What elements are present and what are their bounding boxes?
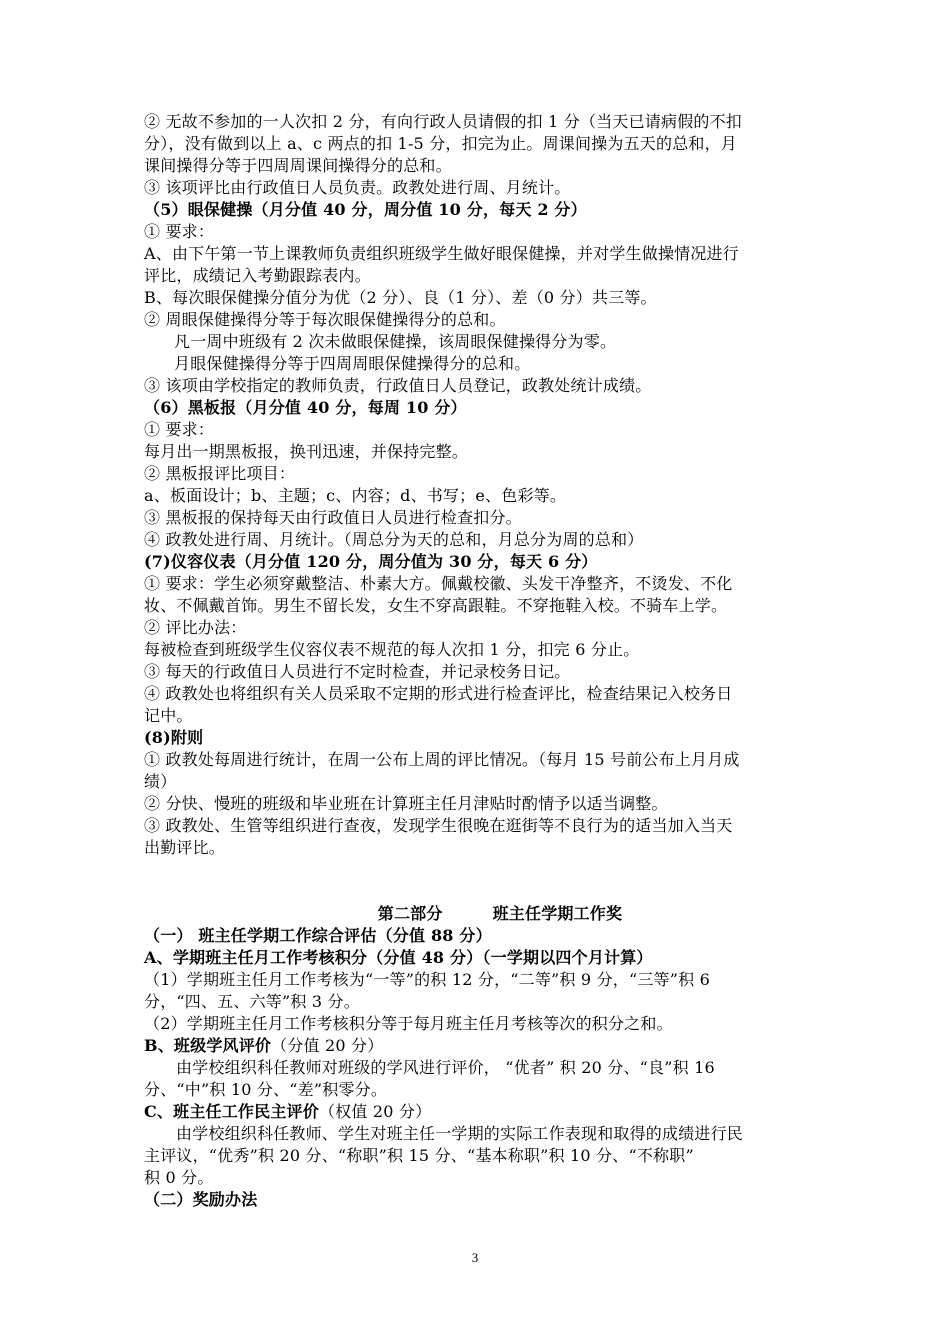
text-line: （1）学期班主任月工作考核为“一等”的积 12 分，“二等”积 9 分，“三等”积 6 bbox=[144, 970, 711, 989]
text-line: 由学校组织科任教师对班级的学风进行评价， “优者” 积 20 分、“良”积 16 bbox=[176, 1058, 715, 1077]
text-line: 妆、不佩戴首饰。男生不留长发，女生不穿高跟鞋。不穿拖鞋入校。不骑车上学。 bbox=[144, 596, 728, 615]
part-name: 班主任学期工作奖 bbox=[492, 904, 623, 923]
text-line: ② 周眼保健操得分等于每次眼保健操得分的总和。 bbox=[144, 310, 506, 329]
text-line: 评比，成绩记入考勤跟踪表内。 bbox=[144, 266, 371, 285]
text-line bbox=[144, 1101, 856, 1123]
text-line: 主评议，“优秀”积 20 分、“称职”积 15 分、“基本称职”积 10 分、“不称职” bbox=[144, 1146, 694, 1165]
subheading-value: （分值 20 分） bbox=[271, 1036, 384, 1055]
section-heading: （二）奖励办法 bbox=[144, 1190, 258, 1209]
subheading: C、班主任工作民主评价 bbox=[144, 1102, 319, 1121]
text-line: ① 政教处每周进行统计，在周一公布上周的评比情况。（每月 15 号前公布上月月成 bbox=[144, 750, 740, 769]
text-line: 积 0 分。 bbox=[144, 1168, 214, 1187]
text-line: 绩） bbox=[144, 772, 177, 791]
text-line: A、由下午第一节上课教师负责组织班级学生做好眼保健操，并对学生做操情况进行 bbox=[144, 244, 739, 263]
text-line: ② 无故不参加的一人次扣 2 分，有向行政人员请假的扣 1 分（当天已请病假的不扣 bbox=[144, 112, 742, 131]
section-heading: A、学期班主任月工作考核积分（分值 48 分）（一学期以四个月计算） bbox=[144, 948, 653, 967]
section-heading: （一） 班主任学期工作综合评估（分值 88 分） bbox=[144, 926, 492, 945]
text-line: B、每次眼保健操分值分为优（2 分）、良（1 分）、差（0 分）共三等。 bbox=[144, 288, 657, 307]
subheading: B、班级学风评价 bbox=[144, 1036, 272, 1055]
text-line: 出勤评比。 bbox=[144, 838, 226, 857]
text-line: 由学校组织科任教师、学生对班主任一学期的实际工作表现和取得的成绩进行民 bbox=[176, 1124, 744, 1143]
page-number: 3 bbox=[471, 1250, 479, 1265]
text-line: ③ 政教处、生管等组织进行查夜，发现学生很晚在逛街等不良行为的适当加入当天 bbox=[144, 816, 733, 835]
spacer bbox=[144, 881, 856, 903]
text-line: （2）学期班主任月工作考核积分等于每月班主任月考核等次的积分之和。 bbox=[144, 1014, 673, 1033]
text-line: 月眼保健操得分等于四周周眼保健操得分的总和。 bbox=[174, 354, 531, 373]
text-line: 课间操得分等于四周周课间操得分的总和。 bbox=[144, 156, 452, 175]
spacer bbox=[144, 859, 856, 881]
text-line: ① 要求： bbox=[144, 420, 215, 439]
text-line: 分，“四、五、六等”积 3 分。 bbox=[144, 992, 360, 1011]
section-heading: （5）眼保健操（月分值 40 分，周分值 10 分，每天 2 分） bbox=[144, 200, 587, 219]
text-line: a、板面设计；b、主题；c、内容；d、书写；e、色彩等。 bbox=[144, 486, 567, 505]
text-line: 每被检查到班级学生仪容仪表不规范的每人次扣 1 分，扣完 6 分止。 bbox=[144, 640, 640, 659]
text-line: ② 评比办法： bbox=[144, 618, 247, 637]
text-line: ② 黑板报评比项目： bbox=[144, 464, 296, 483]
text-line: ③ 该项由学校指定的教师负责，行政值日人员登记，政教处统计成绩。 bbox=[144, 376, 652, 395]
part-number: 第二部分 bbox=[377, 904, 443, 923]
section-heading: （6）黑板报（月分值 40 分，每周 10 分） bbox=[144, 398, 467, 417]
section-heading: (7)仪容仪表（月分值 120 分，周分值为 30 分，每天 6 分） bbox=[144, 552, 598, 571]
text-line: ④ 政教处进行周、月统计。（周总分为天的总和，月总分为周的总和） bbox=[144, 530, 644, 549]
text-line: ② 分快、慢班的班级和毕业班在计算班主任月津贴时酌情予以适当调整。 bbox=[144, 794, 668, 813]
text-line: ④ 政教处也将组织有关人员采取不定期的形式进行检查评比，检查结果记入校务日 bbox=[144, 684, 733, 703]
text-line bbox=[144, 1035, 856, 1057]
text-line: ① 要求：学生必须穿戴整洁、朴素大方。佩戴校徽、头发干净整齐，不烫发、不化 bbox=[144, 574, 733, 593]
part-title bbox=[144, 903, 856, 925]
subheading-value: （权值 20 分） bbox=[318, 1102, 432, 1121]
text-line: ③ 该项评比由行政值日人员负责。政教处进行周、月统计。 bbox=[144, 178, 571, 197]
text-line: ① 要求： bbox=[144, 222, 215, 241]
text-line: 凡一周中班级有 2 次未做眼保健操，该周眼保健操得分为零。 bbox=[174, 332, 617, 351]
document-body bbox=[144, 111, 856, 1211]
text-line: ③ 每天的行政值日人员进行不定时检查，并记录校务日记。 bbox=[144, 662, 571, 681]
text-line: 分），没有做到以上 a、c 两点的扣 1-5 分，扣完为止。周课间操为五天的总和，月 bbox=[144, 134, 738, 153]
text-line: 记中。 bbox=[144, 706, 193, 725]
text-line: 每月出一期黑板报，换刊迅速，并保持完整。 bbox=[144, 442, 469, 461]
text-line: 分、“中”积 10 分、“差”积零分。 bbox=[144, 1080, 388, 1099]
text-line: ③ 黑板报的保持每天由行政值日人员进行检查扣分。 bbox=[144, 508, 522, 527]
section-heading: (8)附则 bbox=[144, 728, 204, 747]
